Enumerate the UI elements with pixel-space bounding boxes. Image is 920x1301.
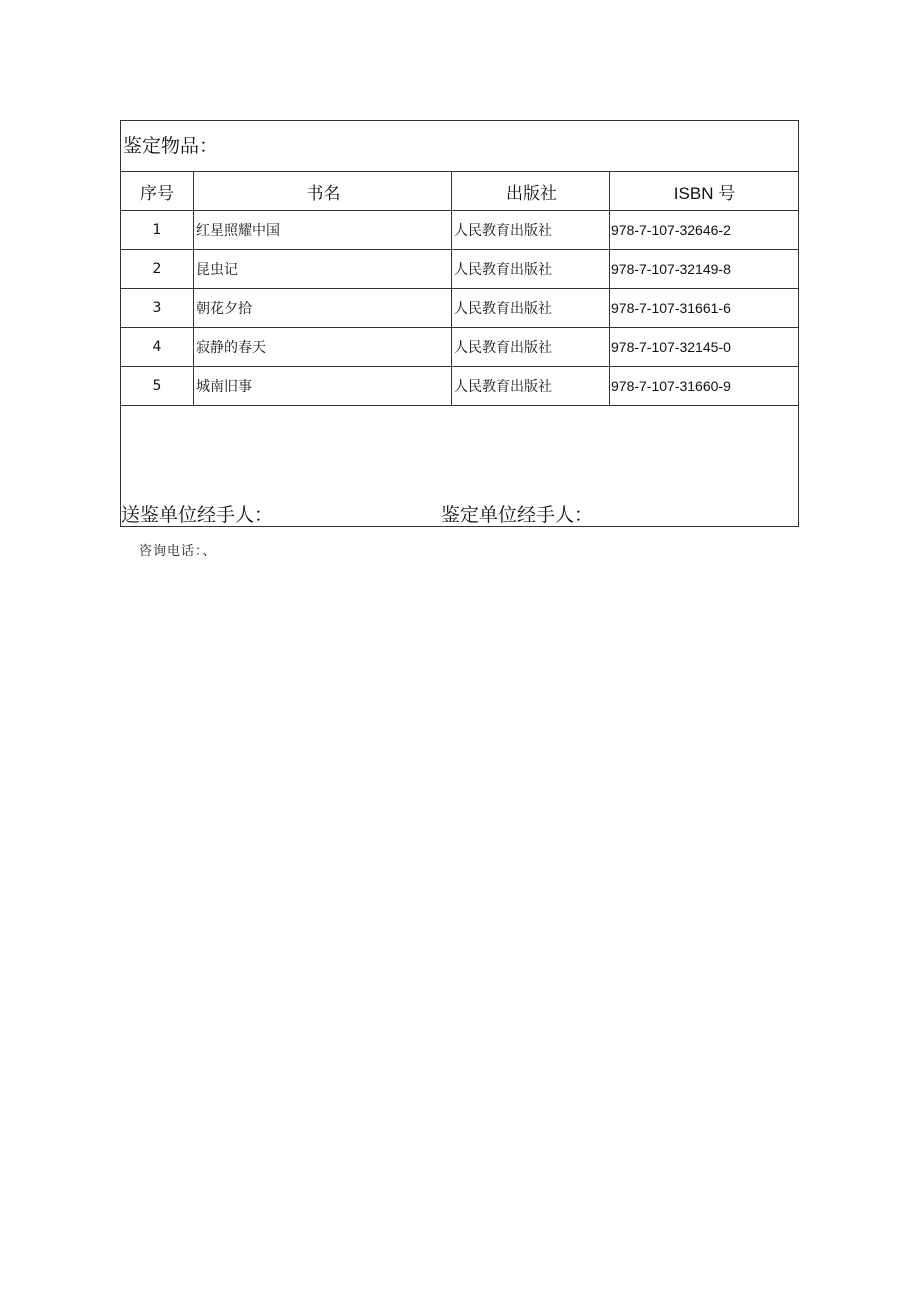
row-publisher: 人民教育出版社 — [452, 367, 610, 406]
row-no: 2 — [121, 250, 194, 289]
row-publisher: 人民教育出版社 — [452, 289, 610, 328]
row-name: 城南旧事 — [194, 367, 452, 406]
row-no: 4 — [121, 328, 194, 367]
header-no: 序号 — [121, 172, 194, 211]
row-isbn: 978-7-107-32646-2 — [610, 211, 799, 250]
row-name: 寂静的春天 — [194, 328, 452, 367]
header-name: 书名 — [194, 172, 452, 211]
row-publisher: 人民教育出版社 — [452, 328, 610, 367]
row-no: 5 — [121, 367, 194, 406]
table-row — [121, 211, 798, 250]
table-row — [121, 328, 798, 367]
row-isbn: 978-7-107-32149-8 — [610, 250, 799, 289]
table-header-row — [121, 172, 798, 211]
header-publisher: 出版社 — [452, 172, 610, 211]
header-isbn: ISBN 号 — [610, 172, 799, 211]
row-isbn: 978-7-107-32145-0 — [610, 328, 799, 367]
contact-phone-note: 咨询电话：、 — [139, 544, 217, 559]
sender-signature-label: 送鉴单位经手人： — [121, 504, 274, 526]
row-name: 红星照耀中国 — [194, 211, 452, 250]
row-name: 朝花夕拾 — [194, 289, 452, 328]
row-name: 昆虫记 — [194, 250, 452, 289]
items-table — [121, 171, 798, 406]
row-isbn: 978-7-107-31660-9 — [610, 367, 799, 406]
appraiser-signature-label: 鉴定单位经手人： — [441, 504, 594, 526]
row-no: 3 — [121, 289, 194, 328]
appraisal-form — [120, 120, 799, 527]
table-row — [121, 289, 798, 328]
row-no: 1 — [121, 211, 194, 250]
table-row — [121, 250, 798, 289]
section-title: 鉴定物品： — [123, 135, 219, 157]
row-publisher: 人民教育出版社 — [452, 250, 610, 289]
row-publisher: 人民教育出版社 — [452, 211, 610, 250]
row-isbn: 978-7-107-31661-6 — [610, 289, 799, 328]
table-row — [121, 367, 798, 406]
